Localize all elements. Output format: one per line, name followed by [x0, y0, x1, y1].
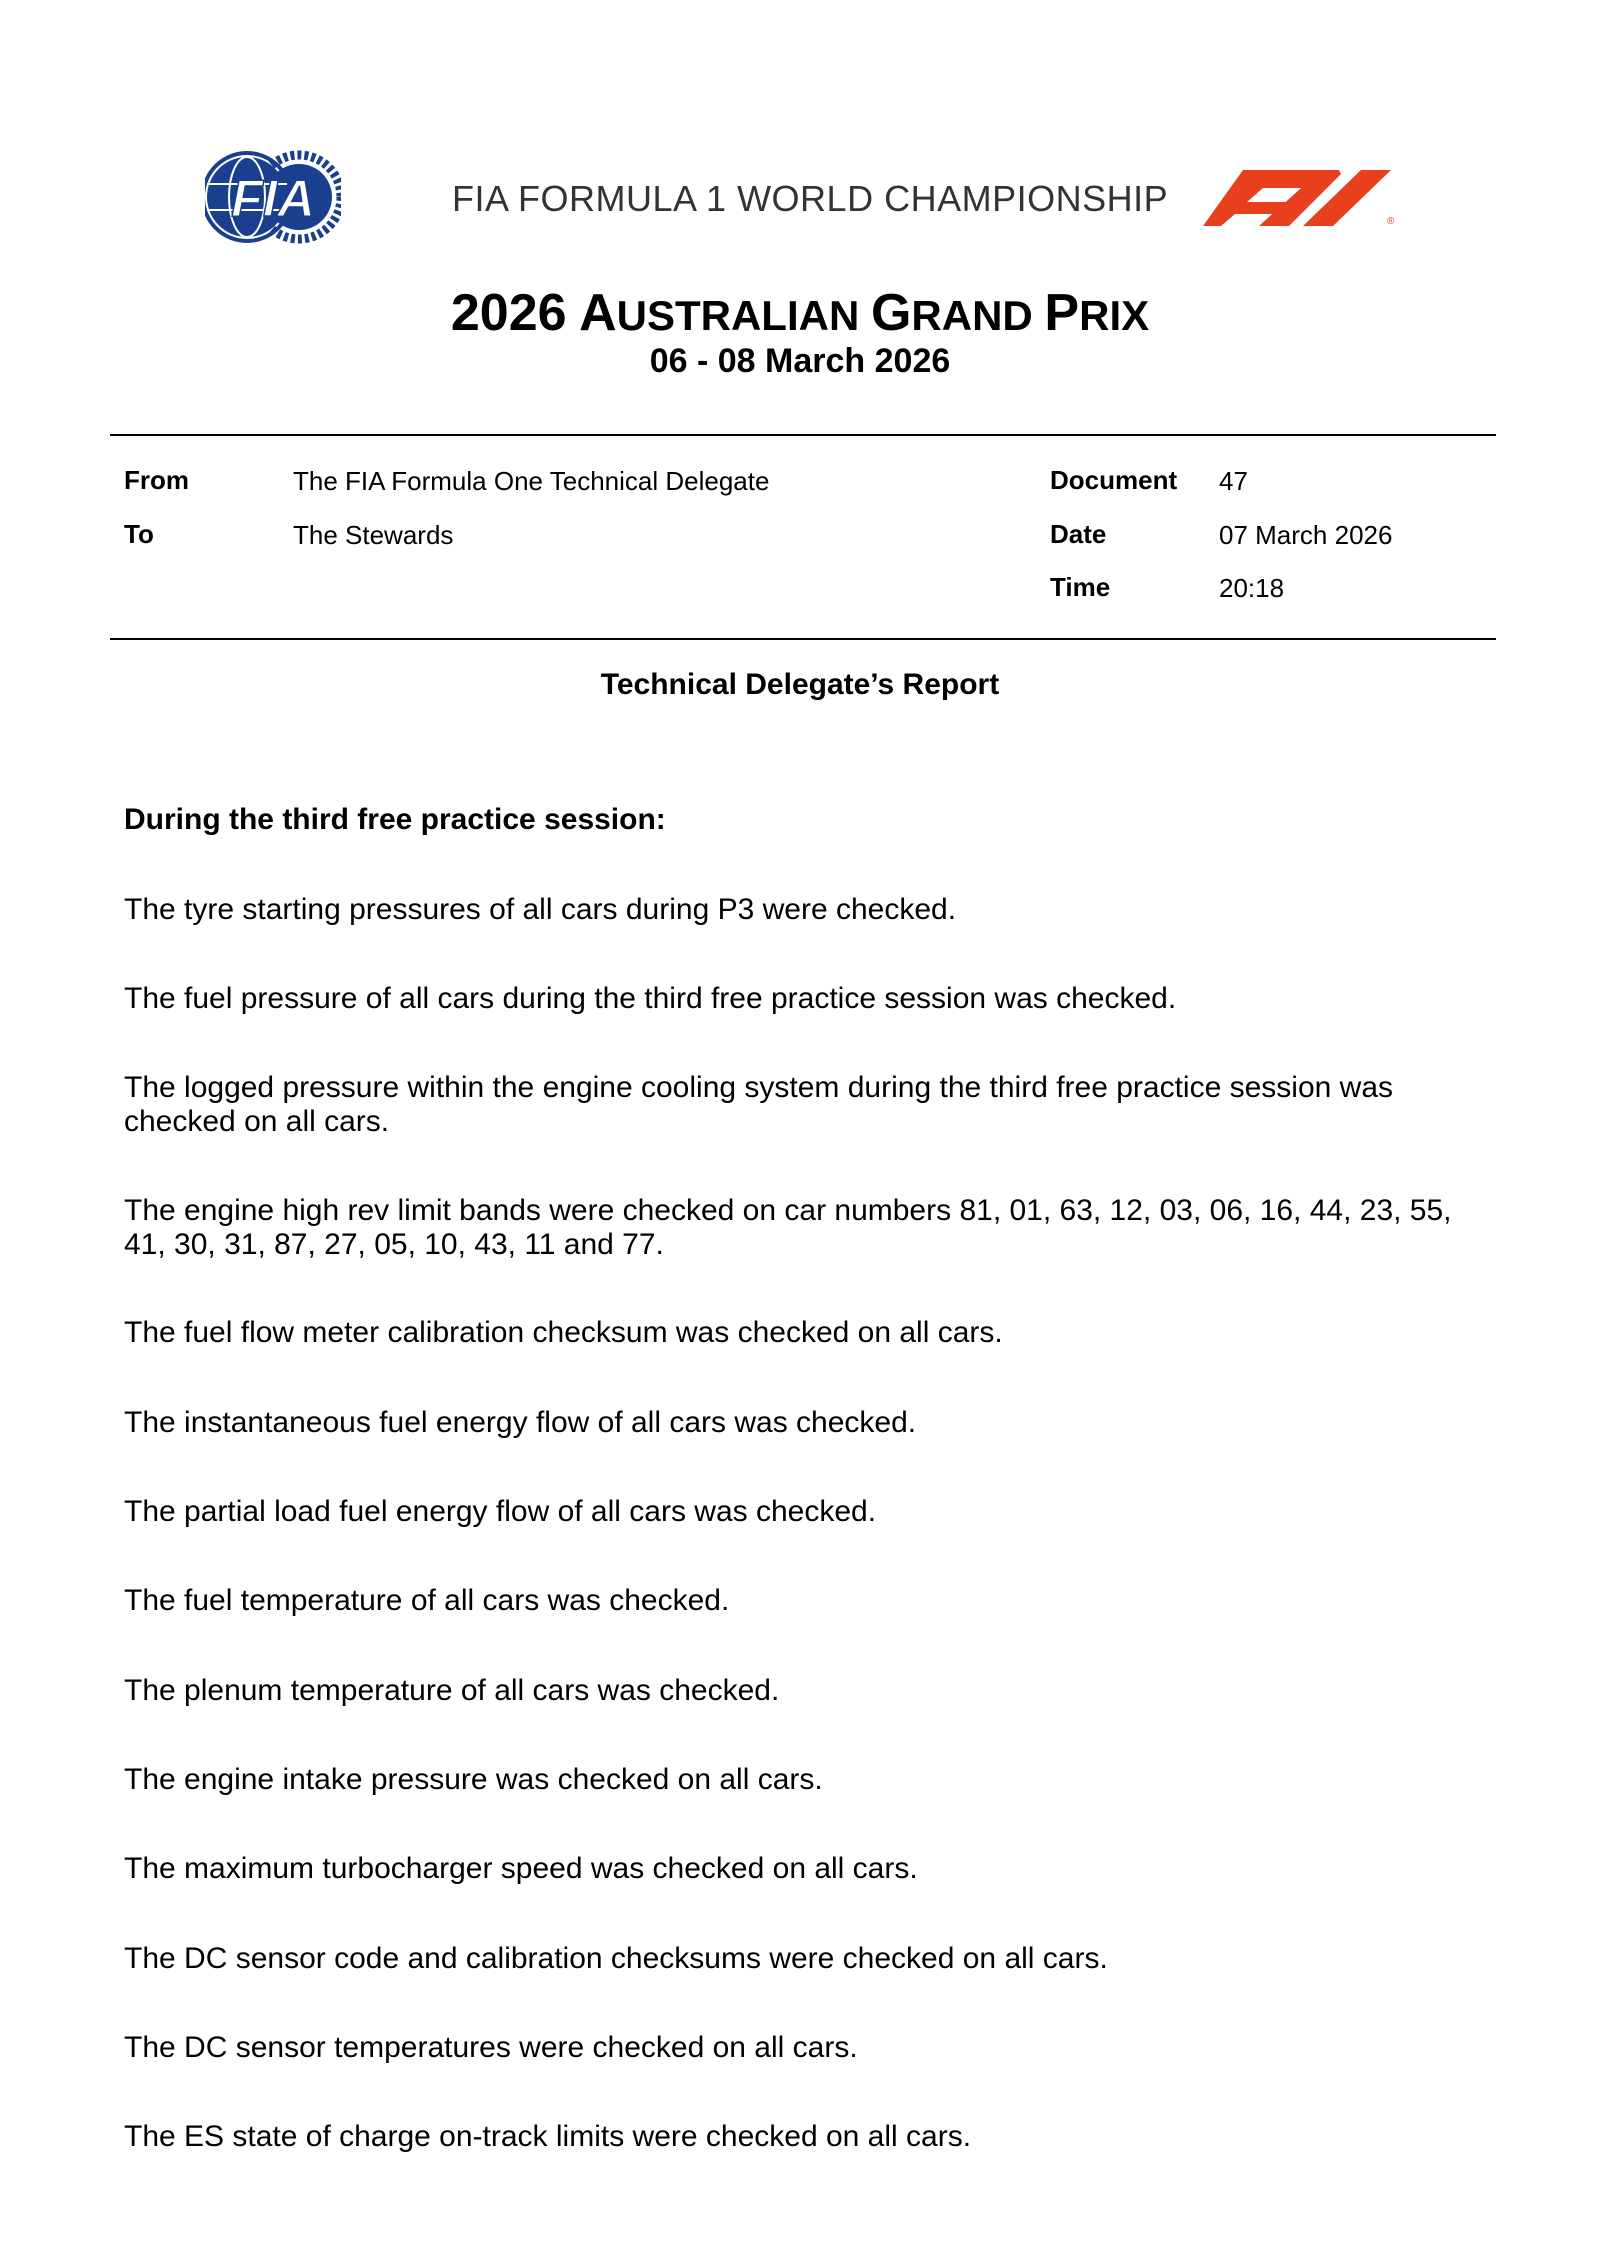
event-title-part: A	[579, 284, 617, 342]
to-label: To	[124, 519, 154, 549]
meta-divider	[110, 638, 1496, 640]
svg-text:®: ®	[1387, 216, 1395, 226]
event-title-part: P	[1044, 284, 1080, 342]
time-value: 20:18	[1219, 573, 1285, 603]
from-label: From	[124, 465, 189, 495]
fia-logo-wordmark: FIA	[231, 170, 315, 228]
report-title: Technical Delegate’s Report	[600, 668, 1000, 701]
report-paragraph: The engine intake pressure was checked on all cars.	[124, 1763, 823, 1796]
event-title-part: 2026	[450, 284, 580, 342]
to-value: The Stewards	[293, 520, 454, 550]
event-title-part: RIX	[1079, 292, 1150, 339]
report-paragraph: The ES state of charge on-track limits were checked on all cars.	[124, 2120, 972, 2153]
document-label: Document	[1050, 465, 1178, 495]
event-title-part: RAND	[911, 292, 1045, 339]
document-value: 47	[1219, 466, 1248, 496]
report-paragraph: The DC sensor temperatures were checked on all cars.	[124, 2031, 858, 2064]
date-value: 07 March 2026	[1219, 520, 1393, 550]
report-paragraph: The fuel temperature of all cars was checked.	[124, 1584, 730, 1617]
fia-logo	[205, 150, 341, 244]
event-title	[0, 283, 1600, 343]
section-heading: During the third free practice session:	[124, 803, 666, 836]
report-paragraph: The logged pressure within the engine cooling system during the third free practice session was checked on all cars.	[124, 1071, 1394, 1138]
report-paragraph: The partial load fuel energy flow of all cars was checked.	[124, 1495, 877, 1528]
header-divider	[110, 434, 1496, 436]
event-title-part: G	[870, 284, 912, 342]
report-paragraph: The maximum turbocharger speed was checked on all cars.	[124, 1852, 918, 1885]
time-label: Time	[1050, 572, 1111, 602]
report-paragraph: The engine high rev limit bands were checked on car numbers 81, 01, 63, 12, 03, 06, 16, 44, 23, 55, 41, 30, 31, 87, 27, 05, 10, 43, 11 and 77.	[124, 1194, 1452, 1261]
report-paragraph: The DC sensor code and calibration checksums were checked on all cars.	[124, 1942, 1108, 1975]
f1-logo	[1203, 168, 1401, 226]
championship-title: FIA FORMULA 1 WORLD CHAMPIONSHIP	[452, 178, 1169, 219]
report-paragraph: The fuel flow meter calibration checksum was checked on all cars.	[124, 1316, 1003, 1349]
report-paragraph: The tyre starting pressures of all cars during P3 were checked.	[124, 893, 957, 926]
report-paragraph: The instantaneous fuel energy flow of all cars was checked.	[124, 1406, 917, 1439]
date-label: Date	[1050, 519, 1107, 549]
report-paragraph: The fuel pressure of all cars during the third free practice session was checked.	[124, 982, 1177, 1015]
event-dates: 06 - 08 March 2026	[649, 342, 951, 380]
from-value: The FIA Formula One Technical Delegate	[293, 466, 770, 496]
event-title-part: USTRALIAN	[616, 292, 871, 339]
report-paragraph: The plenum temperature of all cars was checked.	[124, 1674, 780, 1707]
